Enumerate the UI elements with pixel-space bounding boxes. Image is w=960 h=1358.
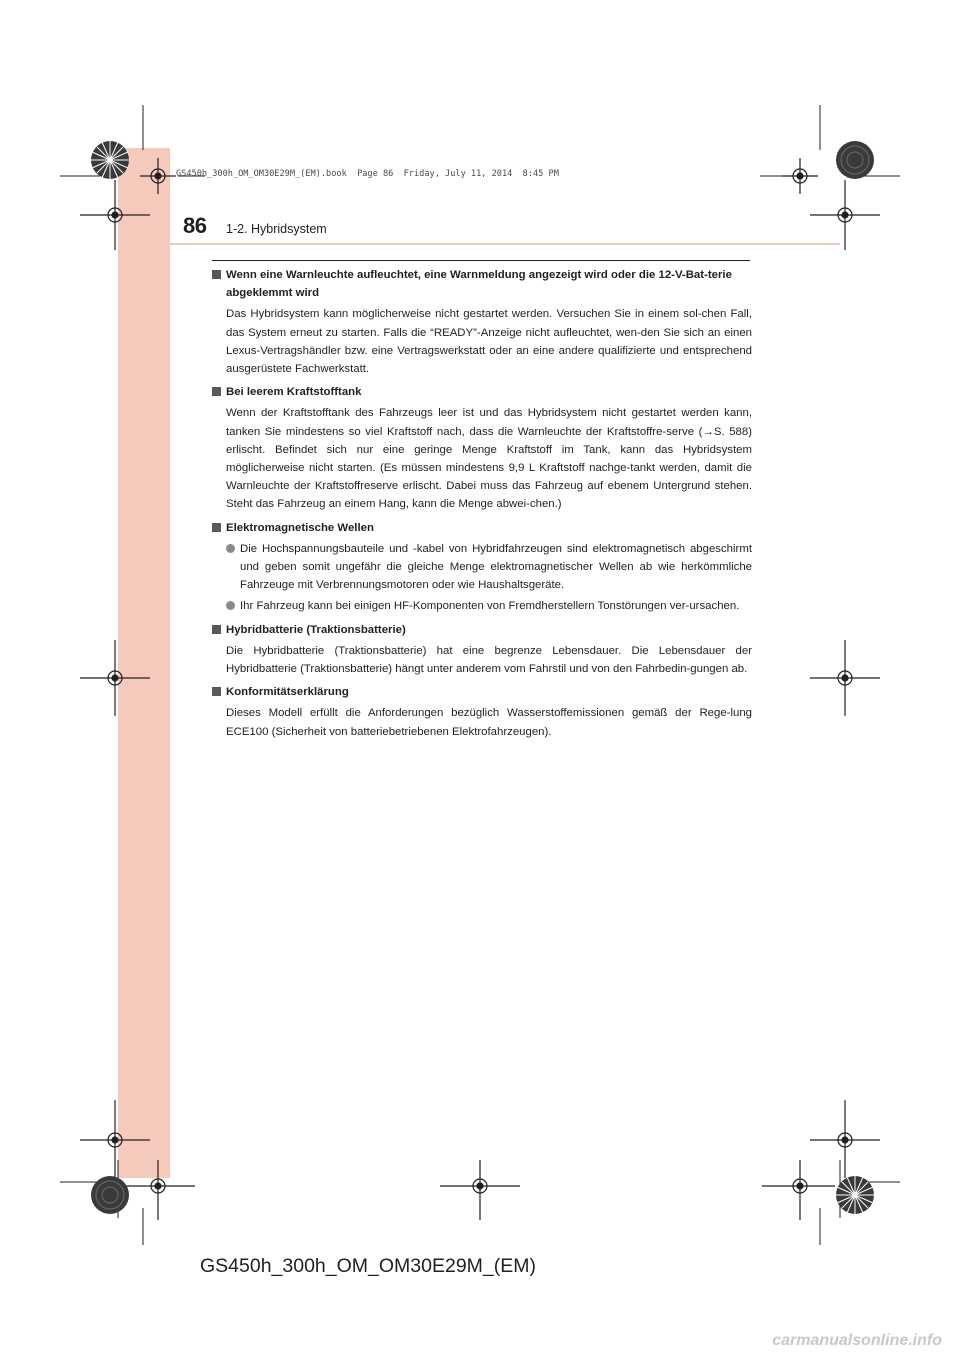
note-paragraph: Dieses Modell erfüllt die Anforderungen bezüglich Wasserstoffemissionen gemäß der Rege-lung ECE100 (Sicherheit von batteriebetriebenen Elektrofahrzeugen). bbox=[226, 707, 752, 738]
note-section bbox=[212, 383, 752, 513]
list-item: Ihr Fahrzeug kann bei einigen HF-Komponenten von Fremdherstellern Tonstörungen ver-ursachen. bbox=[226, 597, 752, 615]
circle-bullet-icon bbox=[226, 601, 235, 610]
note-heading: Konformitätserklärung bbox=[212, 683, 752, 701]
registration-target-icon bbox=[762, 1160, 835, 1220]
radial-target-icon bbox=[91, 1176, 129, 1214]
square-bullet-icon bbox=[212, 687, 221, 696]
note-section bbox=[212, 683, 752, 741]
note-heading: Hybridbatterie (Traktionsbatterie) bbox=[212, 621, 752, 639]
note-heading: Wenn eine Warnleuchte aufleuchtet, eine Warnmeldung angezeigt wird oder die 12-V-Bat-terie abgeklemmt wird bbox=[212, 266, 752, 302]
registration-target-icon bbox=[440, 1160, 520, 1220]
square-bullet-icon bbox=[212, 387, 221, 396]
content-top-rule bbox=[212, 260, 750, 261]
radial-target-icon bbox=[836, 141, 874, 179]
note-section bbox=[212, 621, 752, 679]
list-item: Die Hochspannungsbauteile und -kabel von Hybridfahrzeugen sind elektromagnetisch abgeschirmt und geben somit ungefähr die gleiche Menge elektromagnetischer Wellen ab wie herkömmliche Fahrzeuge mit Verbrennungsmotoren oder wie Haushaltsgeräte. bbox=[226, 540, 752, 595]
registration-target-icon bbox=[80, 1100, 150, 1178]
page-content bbox=[212, 266, 752, 746]
registration-target-icon bbox=[80, 640, 150, 716]
registration-target-icon bbox=[782, 158, 818, 194]
print-book-info: GS450h_300h_OM_OM30E29M_(EM).book Page 86 Friday, July 11, 2014 8:45 PM bbox=[176, 169, 559, 179]
square-bullet-icon bbox=[212, 270, 221, 279]
note-paragraph: Die Hybridbatterie (Traktionsbatterie) hat eine begrenze Lebensdauer. Die Lebensdauer der Hybridbatterie (Traktionsbatterie) hängt unter anderem vom Fahrstil und von den Fahrbedin-gungen ab. bbox=[226, 644, 752, 676]
note-section bbox=[212, 266, 752, 378]
section-title: 1-2. Hybridsystem bbox=[226, 222, 327, 236]
note-section bbox=[212, 519, 752, 616]
square-bullet-icon bbox=[212, 523, 221, 532]
note-heading: Bei leerem Kraftstofftank bbox=[212, 383, 752, 401]
registration-target-icon bbox=[140, 158, 176, 194]
radial-target-icon bbox=[836, 1176, 874, 1214]
watermark-link[interactable]: carmanualsonline.info bbox=[772, 1332, 942, 1349]
page-number: 86 bbox=[183, 213, 207, 238]
document-code-footer: GS450h_300h_OM_OM30E29M_(EM) bbox=[200, 1255, 537, 1277]
note-paragraph: Das Hybridsystem kann möglicherweise nicht gestartet werden. Versuchen Sie in einem sol-chen Fall, das System erneut zu starten. Falls die “READY”-Anzeige nicht aufleuchtet, wen-den Sie sich an einen Lexus-Vertragshändler bzw. eine Vertragswerkstatt oder an eine andere qualifizierte und entsprechend ausgerüstete Fachwerkstatt. bbox=[226, 308, 752, 376]
square-bullet-icon bbox=[212, 625, 221, 634]
note-heading: Elektromagnetische Wellen bbox=[212, 519, 752, 537]
registration-target-icon bbox=[810, 180, 880, 250]
registration-target-icon bbox=[810, 1100, 880, 1178]
registration-target-icon bbox=[125, 1160, 195, 1220]
radial-target-icon bbox=[91, 141, 129, 179]
registration-target-icon bbox=[810, 640, 880, 716]
registration-target-icon bbox=[80, 180, 150, 250]
note-paragraph: Wenn der Kraftstofftank des Fahrzeugs leer ist und das Hybridsystem nicht gestartet werden kann, tanken Sie mindestens so viel Kraftstoff nach, dass die Warnleuchte der Kraftstoffre-serve (→S. 588) erlischt. Befindet sich nur eine geringe Menge Kraftstoff im Tank, kann das Hybridsystem möglicherweise nicht starten. (Es müssen mindestens 9,9 L Kraftstoff nachge-tankt werden, damit die Warnleuchte der Kraftstoffreserve erlischt. Dabei muss das Fahrzeug auf ebenem Untergrund stehen. Steht das Fahrzeug an einem Hang, kann die Menge abwei-chen.) bbox=[226, 407, 752, 511]
circle-bullet-icon bbox=[226, 544, 235, 553]
